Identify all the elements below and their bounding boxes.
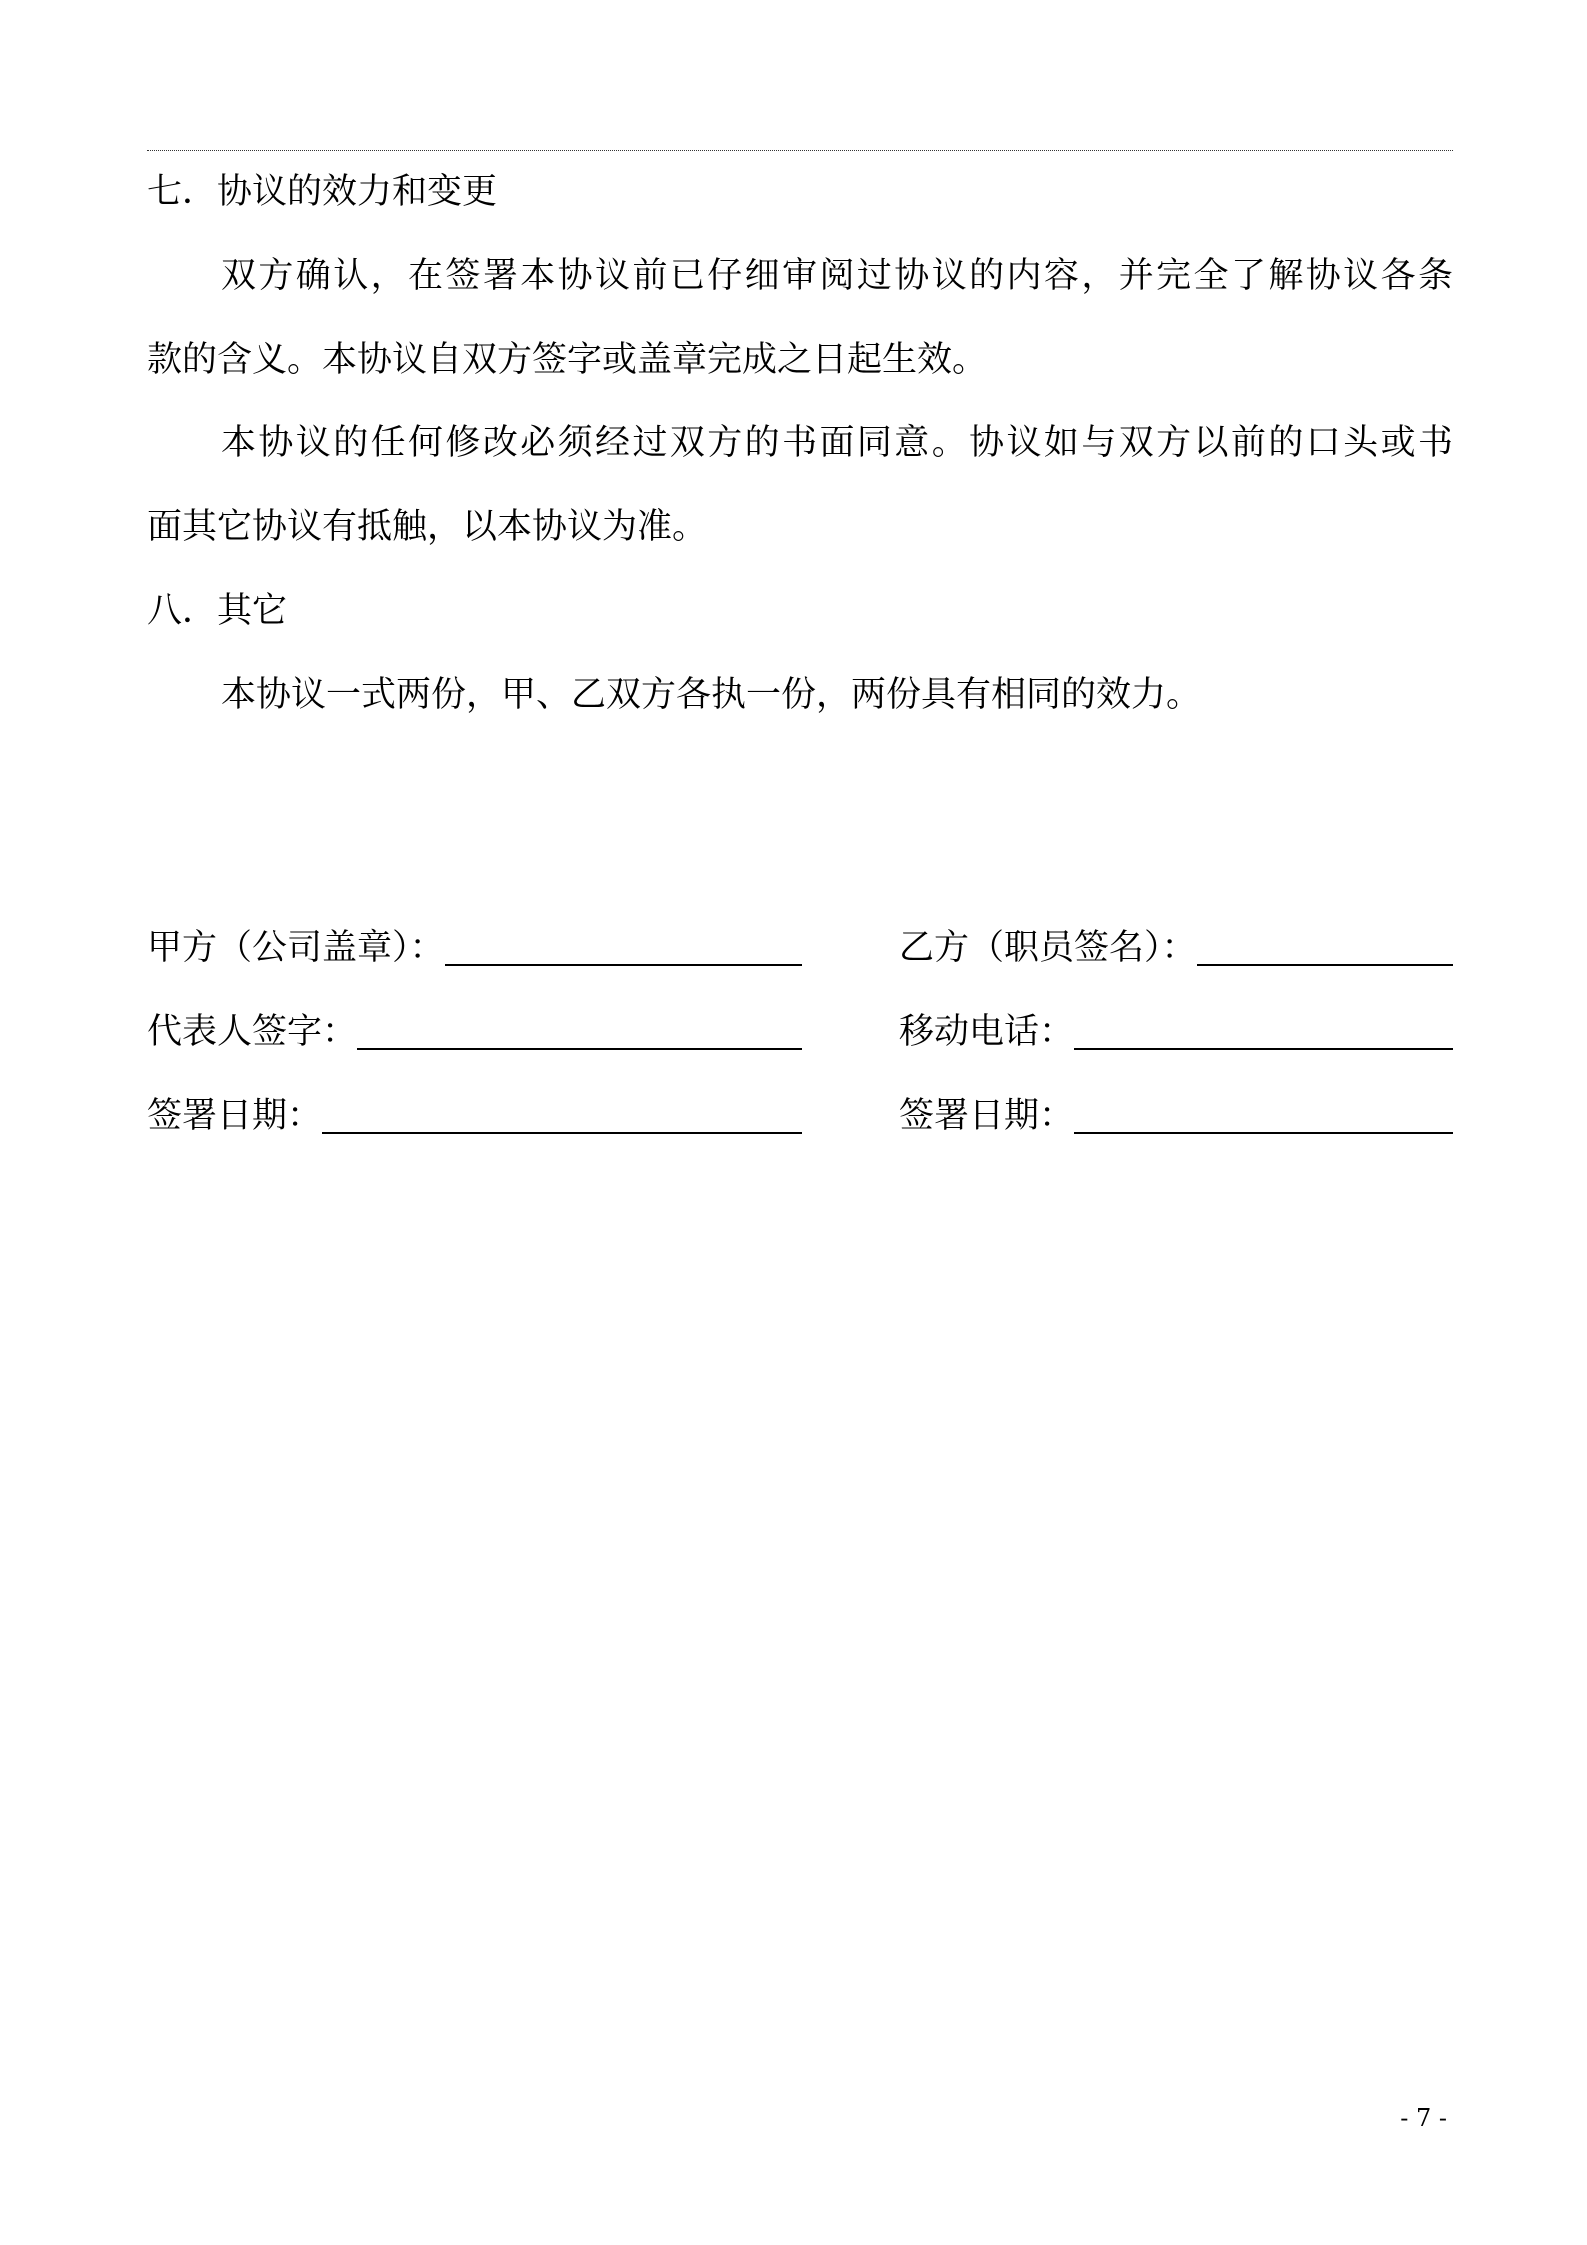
party-a-representative-row	[147, 1008, 802, 1052]
paragraph-amendment-line-1: 本协议的任何修改必须经过双方的书面同意。协议如与双方以前的口头或书	[221, 423, 1453, 463]
party-a-seal-label: 甲方（公司盖章）：	[147, 928, 445, 968]
party-b-date-row	[899, 1092, 1453, 1136]
party-b-signature-blank[interactable]	[1197, 964, 1453, 966]
page-number: - 7 -	[1400, 2104, 1447, 2132]
party-a-date-row	[147, 1092, 802, 1136]
party-b-phone-label: 移动电话：	[899, 1012, 1075, 1052]
party-b-date-blank[interactable]	[1074, 1132, 1453, 1134]
header-dotted-rule	[147, 150, 1453, 151]
party-b-phone-blank[interactable]	[1074, 1048, 1453, 1050]
party-a-seal-blank[interactable]	[445, 964, 802, 966]
section-heading-other: 八．其它	[147, 591, 288, 631]
party-a-date-label: 签署日期：	[147, 1096, 323, 1136]
section-heading-validity: 七．协议的效力和变更	[147, 172, 498, 212]
party-a-representative-blank[interactable]	[357, 1048, 802, 1050]
party-a-seal-row	[147, 924, 802, 968]
paragraph-confirmation-line-1: 双方确认，在签署本协议前已仔细审阅过协议的内容，并完全了解协议各条	[221, 256, 1453, 296]
party-b-signature-label: 乙方（职员签名）：	[899, 928, 1197, 968]
party-b-date-label: 签署日期：	[899, 1096, 1075, 1136]
paragraph-copies: 本协议一式两份，甲、乙双方各执一份，两份具有相同的效力。	[221, 675, 1202, 715]
party-b-phone-row	[899, 1008, 1453, 1052]
paragraph-confirmation-line-2: 款的含义。本协议自双方签字或盖章完成之日起生效。	[147, 340, 988, 380]
party-a-representative-label: 代表人签字：	[147, 1012, 358, 1052]
party-a-date-blank[interactable]	[322, 1132, 802, 1134]
paragraph-amendment-line-2: 面其它协议有抵触，以本协议为准。	[147, 507, 708, 547]
party-b-signature-row	[899, 924, 1453, 968]
